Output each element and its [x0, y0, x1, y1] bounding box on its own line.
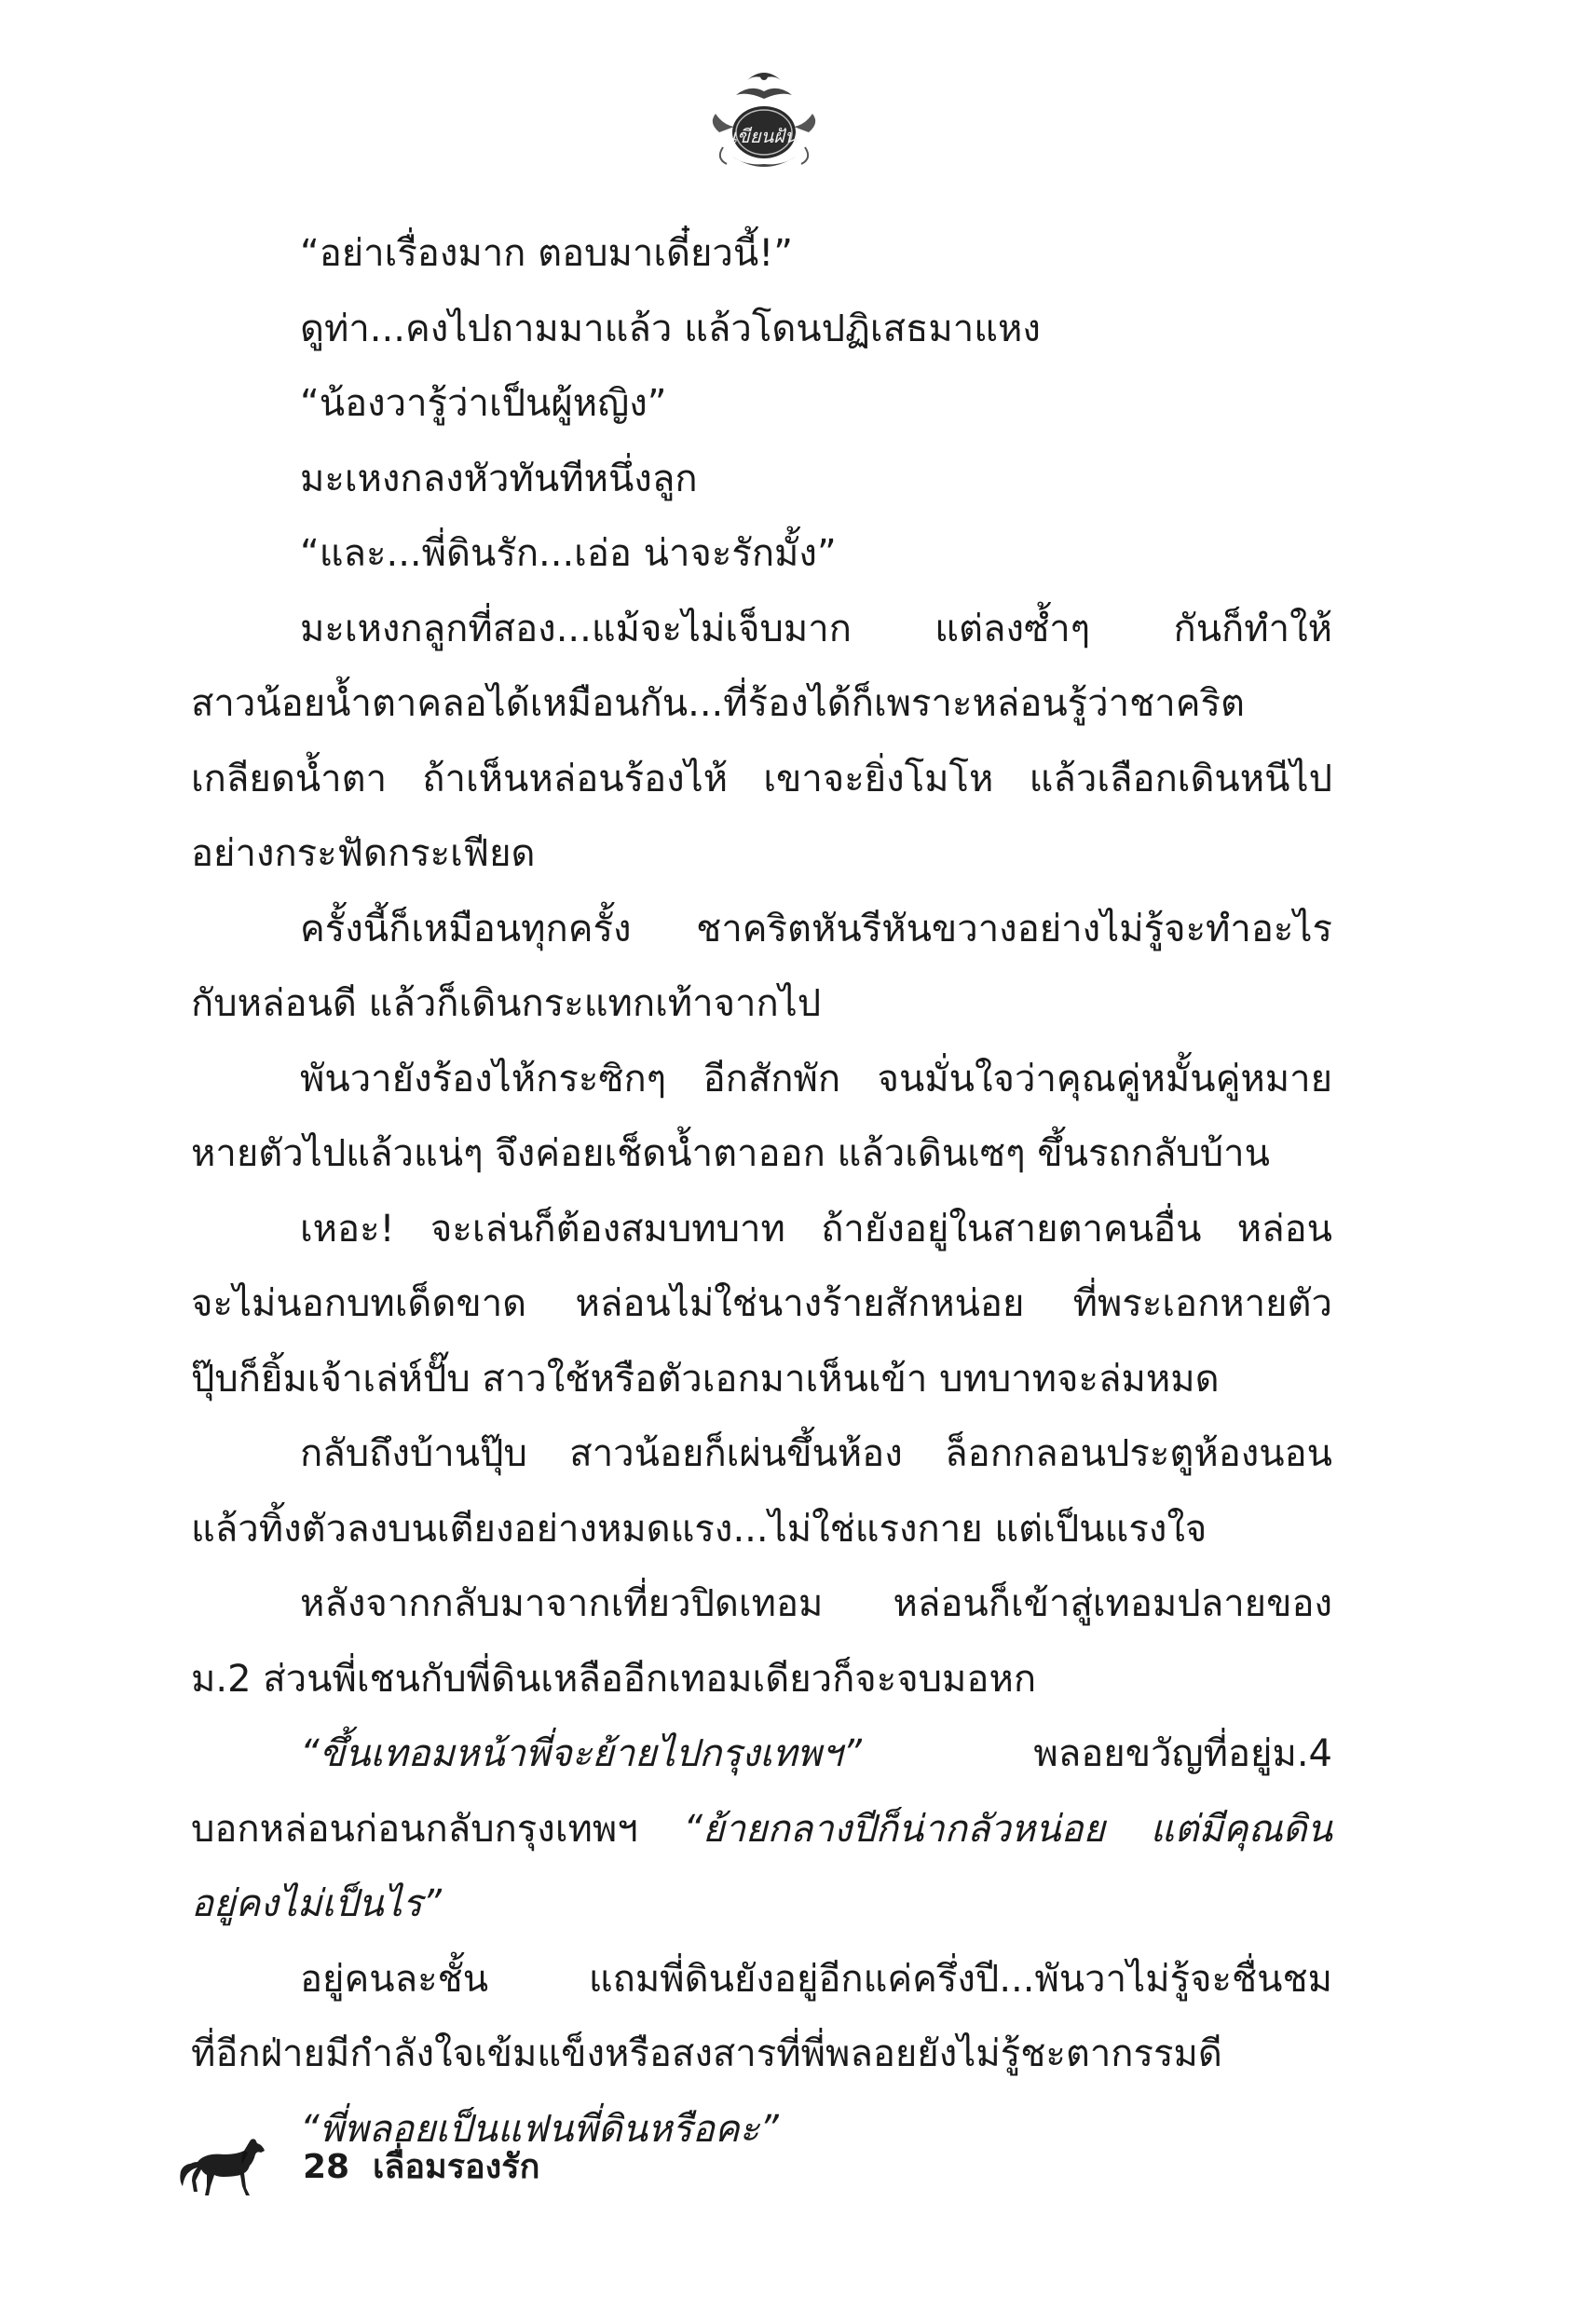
- horse-icon: [177, 2134, 270, 2201]
- text-line: [191, 516, 1332, 592]
- text-segment: แล้วทิ้งตัวลงบนเตียงอย่างหมดแรง...ไม่ใช่แรงกาย แต่เป็นแรงใจ: [191, 1507, 1207, 1551]
- text-segment: ม.2 ส่วนพี่เชนกับพี่ดินเหลืออีกเทอมเดียวก็จะจบมอหก: [191, 1657, 1037, 1701]
- text-segment: พันวายังร้องไห้กระซิกๆ อีกสักพัก จนมั่นใจว่าคุณคู่หมั้นคู่หมาย: [300, 1057, 1332, 1101]
- text-segment: “น้องวารู้ว่าเป็นผู้หญิง”: [300, 382, 667, 425]
- text-segment: มะเหงกลูกที่สอง...แม้จะไม่เจ็บมาก แต่ลงซ้ำๆ กันก็ทำให้: [300, 607, 1332, 650]
- text-segment: เกลียดน้ำตา ถ้าเห็นหล่อนร้องไห้ เขาจะยิ่งโมโห แล้วเลือกเดินหนีไป: [191, 757, 1332, 800]
- text-segment: สาวน้อยน้ำตาคลอได้เหมือนกัน...ที่ร้องได้ก็เพราะหล่อนรู้ว่าชาคริต: [191, 682, 1245, 725]
- text-line: [191, 1492, 1332, 1567]
- page-footer: [177, 2134, 736, 2208]
- text-segment: อยู่คงไม่เป็นไร”: [191, 1882, 442, 1925]
- text-line: [191, 1342, 1332, 1417]
- text-line: [191, 1266, 1332, 1342]
- text-line: [191, 1116, 1332, 1192]
- text-segment: หลังจากกลับมาจากเที่ยวปิดเทอม หล่อนก็เข้าสู่เทอมปลายของ: [300, 1582, 1332, 1625]
- text-segment: “พี่พลอยเป็นแฟนพี่ดินหรือคะ”: [300, 2107, 779, 2151]
- italic-segment: “ขึ้นเทอมหน้าพี่จะย้ายไปกรุงเทพฯ”: [300, 1732, 862, 1775]
- text-segment: กับหล่อนดี แล้วก็เดินกระแทกเท้าจากไป: [191, 982, 822, 1025]
- text-segment: “อย่าเรื่องมาก ตอบมาเดี๋ยวนี้!”: [300, 232, 793, 275]
- page-number: 28: [303, 2148, 350, 2186]
- text-line: [191, 216, 1332, 292]
- text-segment: หายตัวไปแล้วแน่ๆ จึงค่อยเช็ดน้ำตาออก แล้วเดินเซๆ ขึ้นรถกลับบ้าน: [191, 1132, 1270, 1175]
- text-segment: เหอะ! จะเล่นก็ต้องสมบทบาท ถ้ายังอยู่ในสายตาคนอื่น หล่อน: [300, 1207, 1332, 1251]
- text-line: [191, 666, 1332, 742]
- text-line: [191, 966, 1332, 1042]
- text-line: [191, 1867, 1332, 1942]
- text-line: [191, 592, 1332, 667]
- text-segment: บอกหล่อนก่อนกลับกรุงเทพฯ: [191, 1807, 684, 1851]
- text-line: [191, 892, 1332, 967]
- text-line: [191, 1716, 1332, 1792]
- text-line: [191, 1416, 1332, 1492]
- text-segment: “และ...พี่ดินรัก...เอ่อ น่าจะรักมั้ง”: [300, 532, 837, 575]
- text-segment: อย่างกระฟัดกระเฟียด: [191, 832, 536, 875]
- text-segment: อยู่คนละชั้น แถมพี่ดินยังอยู่อีกแค่ครึ่งปี...พันวาไม่รู้จะชื่นชม: [300, 1957, 1332, 2001]
- text-line: [191, 2017, 1332, 2092]
- text-line: [191, 442, 1332, 517]
- text-line: [191, 742, 1332, 817]
- text-line: [191, 1042, 1332, 1117]
- text-segment: พลอยขวัญที่อยู่ม.4: [861, 1732, 1332, 1775]
- text-line: [191, 1792, 1332, 1867]
- text-segment: ปุ๊บก็ยิ้มเจ้าเล่ห์ปั๊บ สาวใช้หรือตัวเอกมาเห็นเข้า บทบาทจะล่มหมด: [191, 1357, 1220, 1401]
- publisher-logo-text: เขียนฝัน: [730, 125, 798, 147]
- text-line: [191, 292, 1332, 367]
- text-segment: กลับถึงบ้านปุ๊บ สาวน้อยก็เผ่นขึ้นห้อง ล็อกกลอนประตูห้องนอน: [300, 1432, 1332, 1475]
- page-body-text: [191, 216, 1332, 2167]
- text-line: [191, 1642, 1332, 1717]
- text-segment: ที่อีกฝ่ายมีกำลังใจเข้มแข็งหรือสงสารที่พี่พลอยยังไม่รู้ชะตากรรมดี: [191, 2032, 1222, 2075]
- text-line: [191, 1192, 1332, 1267]
- text-line: [191, 366, 1332, 442]
- text-segment: จะไม่นอกบทเด็ดขาด หล่อนไม่ใช่นางร้ายสักหน่อย ที่พระเอกหายตัว: [191, 1282, 1332, 1325]
- text-line: [191, 1566, 1332, 1642]
- book-title: เลื่อมรองรัก: [373, 2148, 540, 2186]
- text-line: [191, 816, 1332, 892]
- text-segment: ครั้งนี้ก็เหมือนทุกครั้ง ชาคริตหันรีหันขวางอย่างไม่รู้จะทำอะไร: [300, 907, 1332, 950]
- text-segment: ดูท่า...คงไปถามมาแล้ว แล้วโดนปฏิเสธมาแหง: [300, 307, 1041, 350]
- publisher-logo: [699, 67, 829, 179]
- italic-segment: “ย้ายกลางปีก็น่ากลัวหน่อย แต่มีคุณดิน: [683, 1807, 1332, 1851]
- text-segment: มะเหงกลงหัวทันทีหนึ่งลูก: [300, 457, 698, 500]
- text-line: [191, 1942, 1332, 2017]
